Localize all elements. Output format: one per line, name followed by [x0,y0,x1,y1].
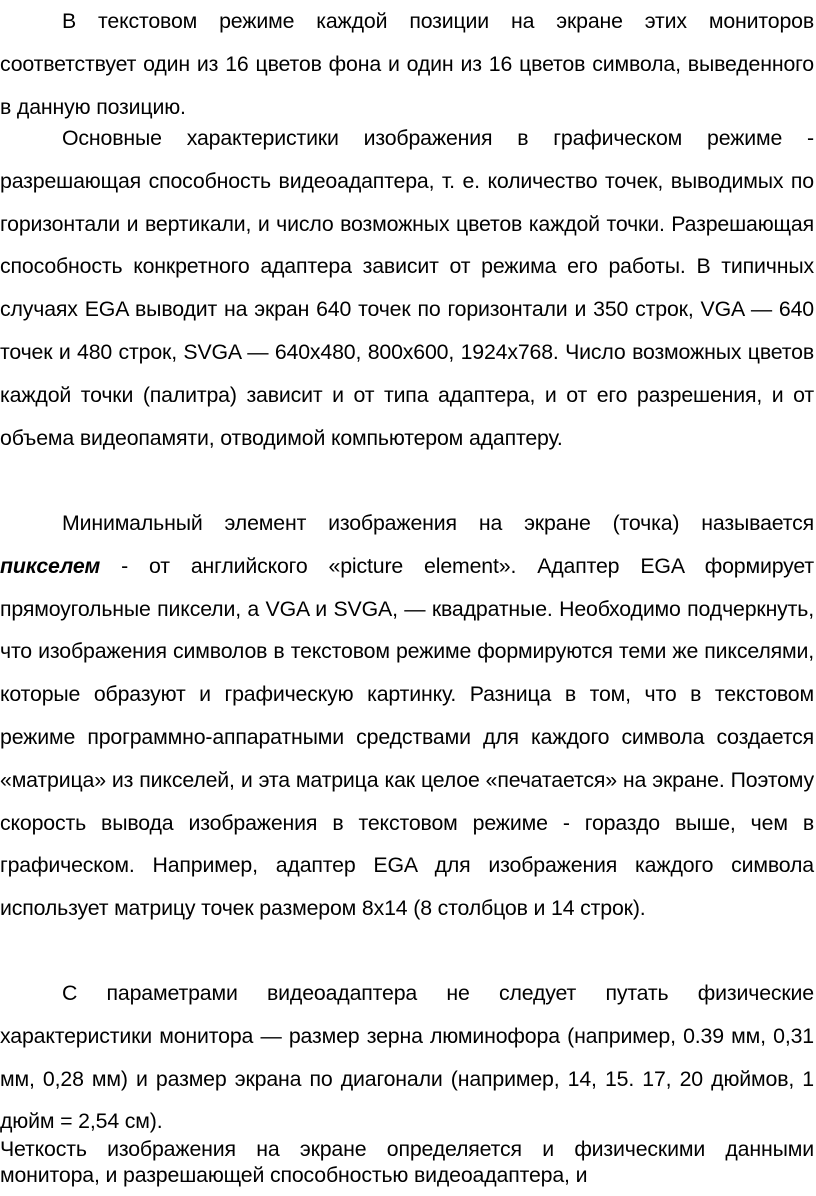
paragraph-image-sharpness: Четкость изображения на экране определяется и физическими данными монитора, и разрешающей способностью видеоадаптера, и [0,1137,814,1187]
paragraph-pixel-definition [0,502,814,930]
paragraph-pixel-intro: Минимальный элемент изображения на экране (точка) называется [62,511,814,535]
paragraph-graphics-characteristics: Основные характеристики изображения в графическом режиме - разрешающая способность видеоадаптера, т. е. количество точек, выводимых по горизонтали и вертикали, и число возможных цветов каждой точки. Разрешающая способность конкретного адаптера зависит от режима его работы. В типичных случаях EGA выводит на экран 640 точек по горизонтали и 350 строк, VGA — 640 точек и 480 строк, SVGA — 640x480, 800x600, 1924x768. Число возможных цветов каждой точки (палитра) зависит и от типа адаптера, и от его разрешения, и от объема видеопамяти, отводимой компьютером адаптеру. [0,126,814,450]
term-pixel: пикселем [0,553,101,578]
paragraph-monitor-physical: С параметрами видеоадаптера не следует путать физические характеристики монитора — размер зерна люминофора (например, 0.39 мм, 0,31 мм, 0,28 мм) и размер экрана по диагонали (например, 14, 15. 17, 20 дюймов, 1 дюйм = 2,54 см). [0,981,814,1134]
paragraph-text-mode-colors: В текстовом режиме каждой позиции на экране этих мониторов соответствует один из 16 цветов фона и один из 16 цветов символа, выведенного в данную позицию. [0,9,814,119]
paragraph-pixel-body: - от английского «picture element». Адаптер EGA формирует прямоугольные пиксели, а VGA и SVGA, — квадратные. Необходимо подчеркнуть, что изображения символов в текстовом режиме формируются теми же пикселями, которые образуют и графическую картинку. Разница в том, что в текстовом режиме программно-аппаратными средствами для каждого символа создается «матрица» из пикселей, и эта матрица как целое «печатается» на экране. Поэтому скорость вывода изображения в текстовом режиме - гораздо выше, чем в графическом. Например, адаптер EGA для изображения каждого символа использует матрицу точек размером 8x14 (8 столбцов и 14 строк). [0,553,814,921]
